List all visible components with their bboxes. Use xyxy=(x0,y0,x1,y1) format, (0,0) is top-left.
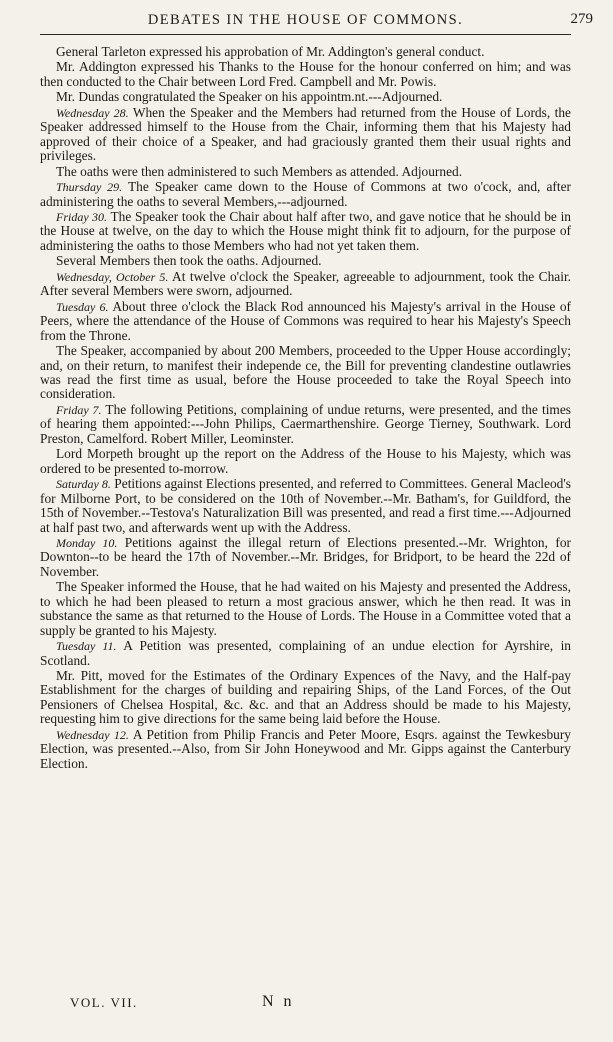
paragraph-text: Petitions against Elections presented, and referred to Committees. General Macleod's for Milborne Port, to be considered on the 10th of November.--Mr. Batham's, for Guildford, the 15th of November.--Testova's Naturalization Bill was presented, and read a first time.---Adjourned at half past two, and afterwards went up with the Address. xyxy=(40,476,571,535)
paragraph-text: The Speaker took the Chair about half after two, and gave notice that he should be in the House at twelve, on the day to which the House might think fit to adjourn, for the purpose of administering the oaths to those Members who had not yet taken them. xyxy=(40,208,572,253)
paragraph-text: A Petition was presented, complaining of an undue election for Ayrshire, in Scotland. xyxy=(40,638,571,668)
paragraph-text: Petitions against the illegal return of Elections presented.--Mr. Wrighton, for Downton--to be heard the 17th of November.--Mr. Bridges, for Bridport, to be heard the 22d of November. xyxy=(40,534,571,579)
page-body xyxy=(40,45,571,771)
paragraph-text: The Speaker, accompanied by about 200 Members, proceeded to the Upper House accordingly; and, on their return, to manifest their independe ce, the Bill for preventing clandestine outlawries was read the first time as usual, before the House proceeded to take the Royal Speech into consideration. xyxy=(40,343,571,402)
date-lead: Wednesday, October 5. xyxy=(56,269,169,284)
volume-number: VOL. VII. xyxy=(70,995,138,1010)
paragraph-text: The following Petitions, complaining of undue returns, were presented, and the times of hearing them appointed:---John Philips, Caermarthenshire. George Tierney, Southwark. Lord Preston, Camelford. Robert Miller, Leominster. xyxy=(40,401,571,446)
paragraph xyxy=(40,580,571,638)
paragraph-text: When the Speaker and the Members had returned from the House of Lords, the Speaker addressed himself to the House from the Chair, informing them that his Majesty had approved of their choice of a Speaker, and had graciously granted them their usual rights and privileges. xyxy=(40,104,571,164)
date-lead: Monday 10. xyxy=(56,535,118,550)
paragraph xyxy=(40,165,571,179)
paragraph xyxy=(40,254,571,268)
paragraph xyxy=(40,270,571,299)
paragraph xyxy=(40,60,571,89)
paragraph xyxy=(40,477,571,535)
paragraph xyxy=(40,344,571,402)
paragraph xyxy=(40,210,571,253)
running-title: DEBATES IN THE HOUSE OF COMMONS. xyxy=(147,12,464,28)
paragraph-text: General Tarleton expressed his approbation of Mr. Addington's general conduct. xyxy=(56,44,485,59)
page-footer xyxy=(40,995,571,1017)
paragraph xyxy=(40,300,571,343)
date-lead: Tuesday 11. xyxy=(56,639,117,654)
paragraph xyxy=(40,536,571,579)
paragraph-text: Several Members then took the oaths. Adjourned. xyxy=(56,253,322,269)
paragraph xyxy=(40,639,571,668)
date-lead: Tuesday 6. xyxy=(56,299,109,314)
date-lead: Saturday 8. xyxy=(56,477,111,492)
date-lead: Thursday 29. xyxy=(56,180,123,195)
paragraph-text: The oaths were then administered to such Members as attended. Adjourned. xyxy=(56,163,463,179)
date-lead: Wednesday 28. xyxy=(56,105,129,120)
date-lead: Friday 7. xyxy=(56,402,102,417)
paragraph xyxy=(40,180,571,209)
paragraph xyxy=(40,106,571,164)
paragraph-text: At twelve o'clock the Speaker, agreeable to adjournment, took the Chair. After several Members were sworn, adjourned. xyxy=(40,268,572,299)
paragraph-text: The Speaker informed the House, that he had waited on his Majesty and presented the Address, to which he had been pleased to return a most gracious answer, which he then read. It was in substance the same as that returned to the House of Lords. The House in a Committee voted that a supply be granted to his Majesty. xyxy=(40,579,571,638)
paragraph-text: About three o'clock the Black Rod announced his Majesty's arrival in the House of Peers, where the attendance of the House of Commons was required to hear his Majesty's Speech from the Throne. xyxy=(40,298,571,343)
page-header xyxy=(40,8,593,35)
paragraph xyxy=(40,45,571,59)
page-number: 279 xyxy=(570,11,593,27)
date-lead: Wednesday 12. xyxy=(56,727,129,742)
paragraph-text: Lord Morpeth brought up the report on the Address of the House to his Majesty, which was ordered to be presented to-morrow. xyxy=(40,446,571,476)
date-lead: Friday 30. xyxy=(56,209,108,224)
paragraph xyxy=(40,403,571,446)
paragraph-text: A Petition from Philip Francis and Peter Moore, Esqrs. against the Tewkesbury Election, was presented.--Also, from Sir John Honeywood and Mr. Gipps against the Canterbury Election. xyxy=(40,726,571,771)
paragraph xyxy=(40,447,571,476)
paragraph-text: The Speaker came down to the House of Commons at two o'cock, and, after administering the oaths to several Members,---adjourned. xyxy=(40,179,571,209)
paragraph-text: Mr. Addington expressed his Thanks to the House for the honour conferred on him; and was then conducted to the Chair between Lord Fred. Campbell and Mr. Powis. xyxy=(40,59,571,89)
paragraph xyxy=(40,728,571,771)
paragraph-text: Mr. Pitt, moved for the Estimates of the Ordinary Expences of the Navy, and the Half-pay Establishment for the charges of building and repairing Ships, of the Land Forces, of the Out Pensioners of Chelsea Hospital, &c. &c. and that an Address should be made to his Majesty, requesting him to give directions for the same being laid before the House. xyxy=(40,668,571,727)
printer-signature: N n xyxy=(262,993,295,1010)
paragraph xyxy=(40,669,571,727)
paragraph-text: Mr. Dundas congratulated the Speaker on his appointm.nt.---Adjourned. xyxy=(56,89,443,105)
paragraph xyxy=(40,90,571,104)
